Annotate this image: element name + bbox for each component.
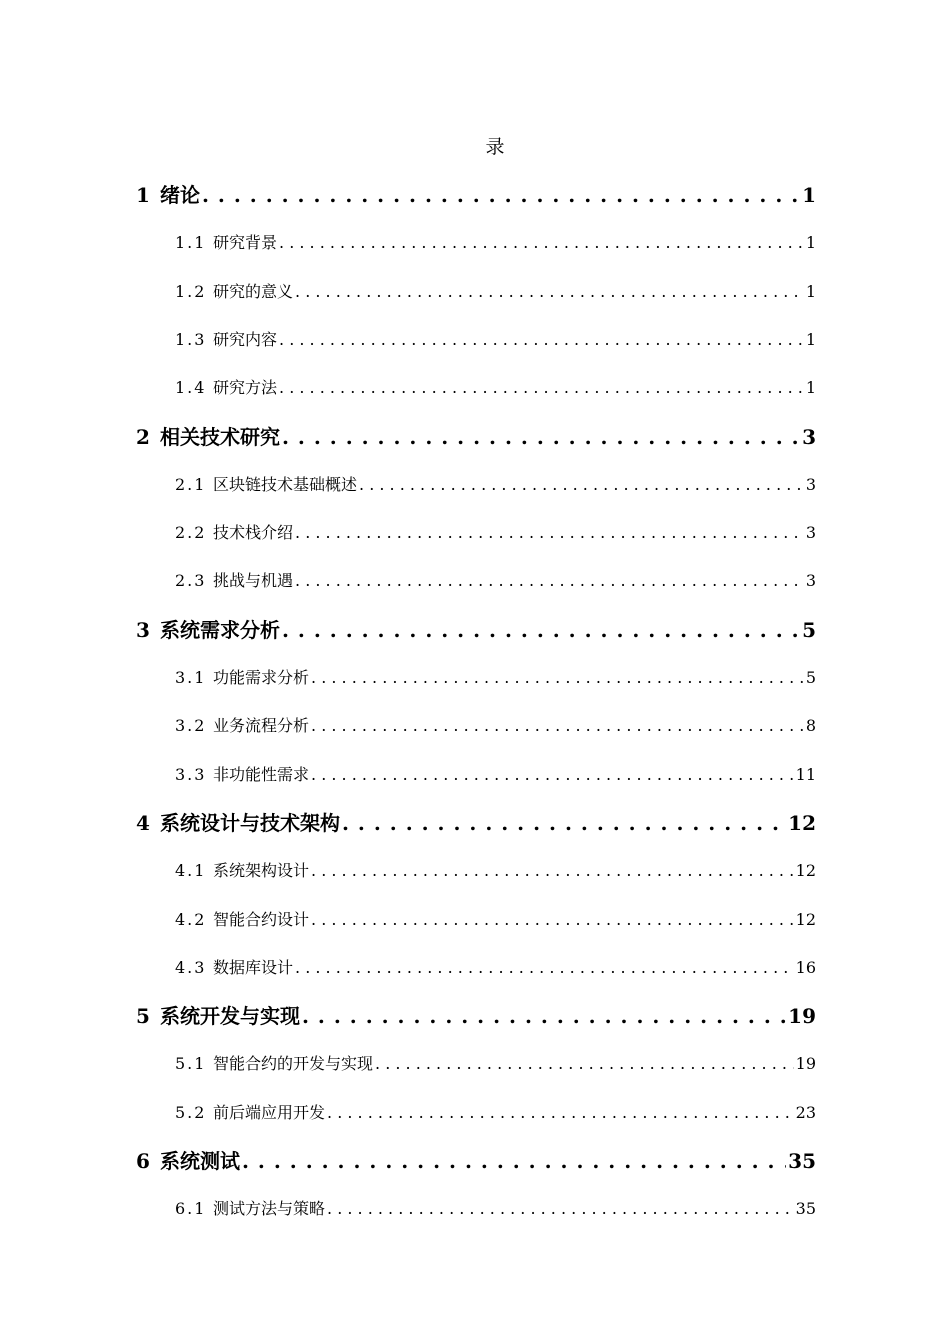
toc-entry-number: 2.2 bbox=[175, 523, 207, 543]
toc-section-entry[interactable] bbox=[175, 907, 816, 933]
toc-entry-number: 4 bbox=[136, 810, 150, 835]
toc-page-number: 3 bbox=[805, 474, 816, 494]
toc-entry-title: 系统测试 bbox=[160, 1149, 240, 1173]
toc-entry-number: 1.4 bbox=[175, 378, 207, 398]
toc-dot-leader bbox=[311, 858, 794, 884]
toc-entry-title: 绪论 bbox=[160, 183, 200, 207]
toc-entry-number: 5 bbox=[136, 1004, 150, 1029]
toc-page-number: 11 bbox=[795, 764, 816, 784]
toc-entry-title: 智能合约设计 bbox=[213, 909, 310, 929]
toc-dot-leader bbox=[295, 279, 804, 305]
toc-dot-leader bbox=[311, 713, 804, 739]
toc-entry-number: 4.2 bbox=[175, 909, 207, 929]
toc-entry-number: 1.2 bbox=[175, 281, 207, 301]
toc-page-number: 1 bbox=[805, 281, 816, 301]
toc-entry-title: 研究背景 bbox=[213, 233, 278, 253]
toc-entry-title: 技术栈介绍 bbox=[213, 523, 294, 543]
toc-page-number: 23 bbox=[795, 1102, 816, 1122]
toc-entry-number: 3 bbox=[136, 617, 150, 642]
toc-page-number: 5 bbox=[802, 617, 816, 642]
toc-page-number: 3 bbox=[805, 571, 816, 591]
toc-page-number: 16 bbox=[795, 957, 816, 977]
toc-section-entry[interactable] bbox=[175, 665, 816, 691]
toc-title: 录 bbox=[485, 136, 505, 158]
toc-section-entry[interactable] bbox=[175, 568, 816, 594]
toc-dot-leader bbox=[279, 327, 804, 353]
toc-page-number: 8 bbox=[805, 716, 816, 736]
toc-entry-number: 3.1 bbox=[175, 668, 207, 687]
toc-entry-title: 智能合约的开发与实现 bbox=[213, 1054, 374, 1074]
toc-entry-title: 研究方法 bbox=[213, 378, 278, 398]
toc-chapter-entry[interactable] bbox=[136, 180, 816, 210]
toc-dot-leader bbox=[295, 568, 804, 594]
toc-entry-number: 4.3 bbox=[175, 957, 207, 977]
toc-entry-number: 1.1 bbox=[175, 233, 207, 253]
toc-entry-title: 挑战与机遇 bbox=[213, 571, 294, 591]
toc-entry-number: 2.3 bbox=[175, 571, 207, 591]
toc-dot-leader bbox=[375, 1051, 794, 1077]
toc-chapter-entry[interactable] bbox=[136, 422, 816, 452]
toc-section-entry[interactable] bbox=[175, 858, 816, 884]
toc-dot-leader bbox=[327, 1196, 794, 1222]
toc-dot-leader bbox=[342, 808, 786, 838]
toc-section-entry[interactable] bbox=[175, 375, 816, 401]
toc-page-number: 1 bbox=[805, 233, 816, 253]
toc-section-entry[interactable] bbox=[175, 1051, 816, 1077]
toc-entry-title: 系统需求分析 bbox=[160, 617, 280, 642]
toc-entry-title: 系统设计与技术架构 bbox=[160, 810, 340, 835]
toc-dot-leader bbox=[295, 955, 794, 981]
toc-entry-number: 1 bbox=[136, 183, 150, 207]
toc-dot-leader bbox=[302, 1001, 786, 1031]
toc-section-entry[interactable] bbox=[175, 1196, 816, 1222]
toc-page-number: 1 bbox=[805, 329, 816, 349]
toc-page-number: 1 bbox=[805, 378, 816, 398]
toc-entry-number: 5.1 bbox=[175, 1054, 207, 1074]
toc-section-entry[interactable] bbox=[175, 327, 816, 353]
toc-chapter-entry[interactable] bbox=[136, 615, 816, 645]
toc-entry-number: 4.1 bbox=[175, 861, 207, 881]
toc-entry-number: 6 bbox=[136, 1149, 150, 1173]
toc-dot-leader bbox=[311, 762, 794, 788]
toc-dot-leader bbox=[242, 1146, 786, 1176]
toc-dot-leader bbox=[295, 520, 804, 546]
toc-section-entry[interactable] bbox=[175, 762, 816, 788]
toc-dot-leader bbox=[279, 375, 804, 401]
toc-dot-leader bbox=[282, 422, 800, 452]
toc-chapter-entry[interactable] bbox=[136, 1146, 816, 1176]
toc-entry-title: 系统架构设计 bbox=[213, 861, 310, 881]
toc-dot-leader bbox=[279, 230, 804, 256]
toc-entry-number: 2 bbox=[136, 424, 150, 449]
toc-page-number: 1 bbox=[802, 183, 816, 207]
toc-section-entry[interactable] bbox=[175, 520, 816, 546]
toc-entry-title: 功能需求分析 bbox=[213, 668, 310, 687]
toc-entry-number: 6.1 bbox=[175, 1199, 207, 1219]
toc-page-number: 12 bbox=[795, 861, 816, 881]
toc-dot-leader bbox=[282, 615, 800, 645]
toc-page-number: 19 bbox=[795, 1054, 816, 1074]
toc-dot-leader bbox=[327, 1100, 794, 1126]
toc-entry-title: 测试方法与策略 bbox=[213, 1199, 326, 1219]
toc-section-entry[interactable] bbox=[175, 472, 816, 498]
toc-section-entry[interactable] bbox=[175, 230, 816, 256]
toc-section-entry[interactable] bbox=[175, 955, 816, 981]
toc-entry-number: 3.2 bbox=[175, 716, 207, 736]
toc-chapter-entry[interactable] bbox=[136, 1001, 816, 1031]
toc-page-number: 35 bbox=[788, 1149, 816, 1173]
toc-section-entry[interactable] bbox=[175, 713, 816, 739]
toc-entry-title: 数据库设计 bbox=[213, 957, 294, 977]
toc-entry-title: 研究内容 bbox=[213, 329, 278, 349]
toc-entry-title: 业务流程分析 bbox=[213, 716, 310, 736]
toc-page-number: 35 bbox=[795, 1199, 816, 1219]
toc-chapter-entry[interactable] bbox=[136, 808, 816, 838]
toc-section-entry[interactable] bbox=[175, 279, 816, 305]
toc-section-entry[interactable] bbox=[175, 1100, 816, 1126]
toc-dot-leader bbox=[311, 665, 804, 691]
toc-entry-title: 相关技术研究 bbox=[160, 424, 280, 449]
toc-entry-number: 1.3 bbox=[175, 329, 207, 349]
toc-entry-title: 区块链技术基础概述 bbox=[213, 474, 358, 494]
toc-entry-number: 5.2 bbox=[175, 1102, 207, 1122]
toc-page-number: 3 bbox=[802, 424, 816, 449]
toc-page-number: 3 bbox=[805, 523, 816, 543]
toc-entry-title: 前后端应用开发 bbox=[213, 1102, 326, 1122]
toc-entry-number: 3.3 bbox=[175, 764, 207, 784]
toc-page-number: 5 bbox=[805, 668, 816, 687]
toc-page-number: 12 bbox=[788, 810, 816, 835]
toc-dot-leader bbox=[202, 180, 800, 210]
toc-page-number: 12 bbox=[795, 909, 816, 929]
toc-entry-title: 非功能性需求 bbox=[213, 764, 310, 784]
toc-entry-title: 系统开发与实现 bbox=[160, 1004, 300, 1029]
toc-dot-leader bbox=[311, 907, 794, 933]
toc-page-number: 19 bbox=[788, 1004, 816, 1029]
toc-entry-title: 研究的意义 bbox=[213, 281, 294, 301]
toc-entry-number: 2.1 bbox=[175, 474, 207, 494]
toc-dot-leader bbox=[359, 472, 804, 498]
